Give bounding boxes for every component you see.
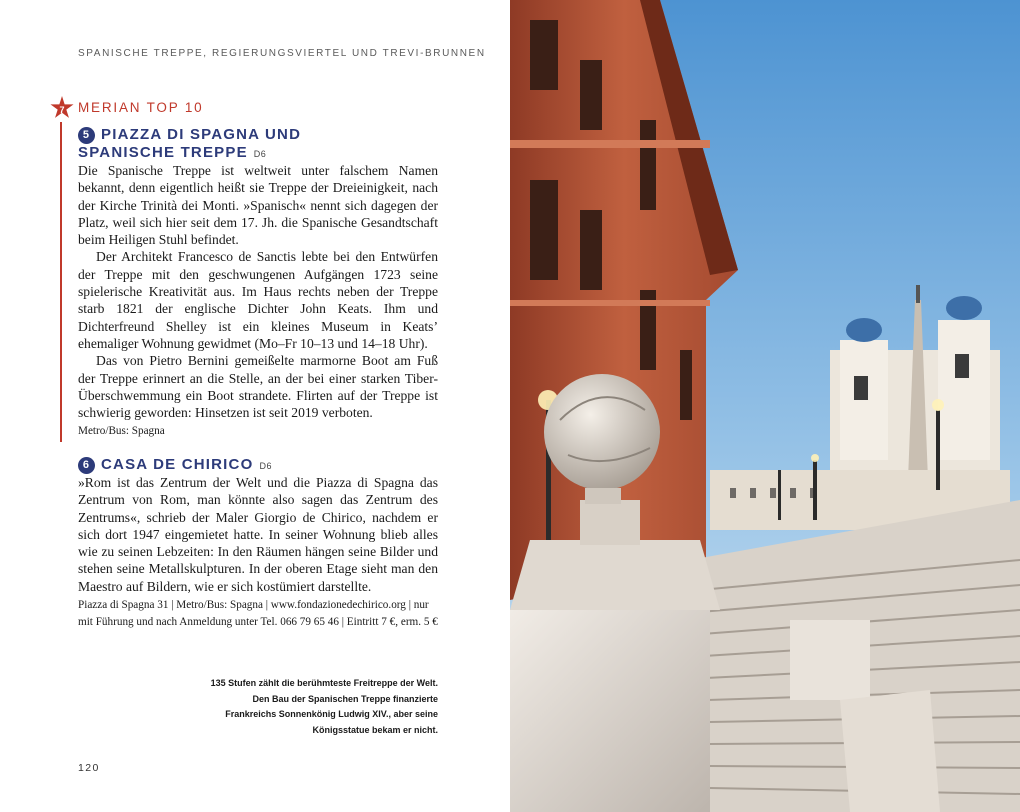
entry-heading-6 [78, 456, 448, 475]
top10-label: MERIAN TOP 10 [78, 100, 204, 115]
entry-title-line2: SPANISCHE TREPPE [78, 144, 248, 161]
paragraph: Die Spanische Treppe ist weltweit unter falschem Namen bekannt, denn eigentlich heißt sie Treppe der Dreieinigkeit, nach der Kirche Trinità dei Monti. »Spanisch« nennt sich dagegen der Platz, weil sich hier seit dem 17. Jh. die Spanische Gesandtschaft beim Heiligen Stuhl befindet. [78, 163, 438, 248]
entry-title-line1: PIAZZA DI SPAGNA UND [101, 126, 302, 143]
entry-number-badge: 6 [78, 457, 95, 474]
entry-number-badge: 5 [78, 127, 95, 144]
star-badge-number: 7 [59, 105, 65, 115]
grid-reference: D6 [253, 149, 267, 159]
entry-body-5 [78, 162, 438, 421]
entry-body-6 [78, 474, 438, 595]
photo-illustration [510, 0, 1020, 812]
photo-caption: 135 Stufen zählt die berühmteste Freitreppe der Welt. Den Bau der Spanischen Treppe finanzierte Frankreichs Sonnenkönig Ludwig XIV., aber seine Königsstatue bekam er nicht. [210, 678, 438, 735]
merian-top10-marker [48, 96, 348, 124]
paragraph: Das von Pietro Bernini gemeißelte marmorne Boot am Fuß der Treppe erinnert an die Stelle, an der bei einer starken Tiber-Überschwemmung ein Boot strandete. Flirten auf der Treppe ist schwierig geworden: Hinsetzen ist seit 2019 verboten. [78, 353, 438, 421]
top10-rule [60, 122, 62, 442]
grid-reference: D6 [259, 461, 272, 471]
spanish-steps-photo [510, 0, 1020, 812]
running-head: SPANISCHE TREPPE, REGIERUNGSVIERTEL UND TREVI-BRUNNEN [78, 48, 486, 59]
entry-heading-5 [78, 126, 448, 163]
entry-info-5: Metro/Bus: Spagna [78, 425, 165, 437]
paragraph: »Rom ist das Zentrum der Welt und die Piazza di Spagna das Zentrum von Rom, man könnte also sagen das Zentrum des Zentrums«, schrieb der Maler Giorgio de Chirico, nachdem er sich dort 1947 eingemietet hatte. In seiner Wohnung blieb alles wie zu seinen Lebzeiten: In den Räumen hängen seine Bilder und stehen seine Metallskulpturen. In der oberen Etage sieht man den Maestro auf Bildern, wie er sich kostümiert darstellte. [78, 475, 438, 594]
paragraph: Der Architekt Francesco de Sanctis lebte bei den Entwürfen der Treppe mit den geschwungenen Aufgängen 1723 seine spielerische Kreativität aus. Im Haus rechts neben der Treppe starb 1821 der englische Dichter John Keats. Ihm und Dichterfreund Shelley ist ein kleines Museum in Keats’ ehemaliger Wohnung gewidmet (Mo–Fr 10–13 und 14–18 Uhr). [78, 249, 438, 351]
page-number: 120 [78, 762, 100, 774]
entry-info-6: Piazza di Spagna 31 | Metro/Bus: Spagna | www.fondazionedechirico.org | nur mit Führung und nach Anmeldung unter Tel. 066 79 65 46 | Eintritt 7 €, erm. 5 € [78, 599, 438, 628]
entry-title-line1: CASA DE CHIRICO [101, 456, 254, 473]
